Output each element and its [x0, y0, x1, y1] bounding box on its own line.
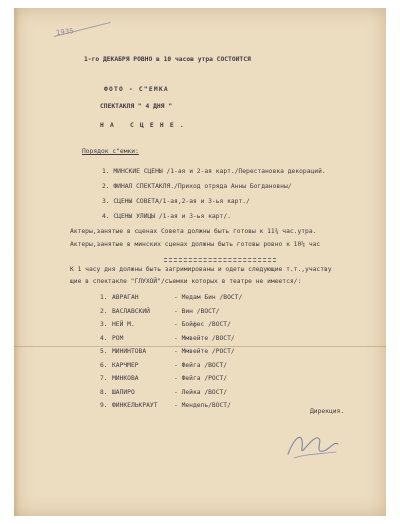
cast-number: 9. — [100, 402, 108, 409]
cast-number: 1. — [100, 294, 108, 301]
cast-actor-name: АВРАГАН — [112, 294, 139, 301]
paper-sheet — [14, 8, 386, 516]
cast-actor-name: ФИНКЕЛЬКРАУТ — [112, 402, 158, 409]
cast-role: - Лейка /ВОСТ/ — [174, 388, 228, 396]
title-line-2: СПЕКТАКЛЯ " 4 ДНЯ " — [100, 103, 173, 110]
title-line-3: Н А С Ц Е Н Е . — [100, 122, 185, 129]
cast-role: - Мендель/ВОСТ/ — [174, 402, 231, 409]
cast-role: - Медам Бин /ВОСТ/ — [174, 294, 243, 301]
cast-number: 3. — [100, 321, 108, 328]
order-item-3: 3. СЦЕНЫ СОВЕТА/1-ая,2-ая и 3-ья карт./ — [102, 198, 250, 205]
order-heading: Порядок с"емки: — [82, 148, 139, 155]
note-council: Актеры,занятые в сценах Совета должны быть готовы к 11¾ час.утра. — [70, 228, 317, 235]
cast-actor-name: ШАПИРО — [112, 388, 135, 396]
title-line-1: ФОТО - С"ЕМКА — [104, 86, 169, 93]
paper-fold-line — [14, 346, 386, 347]
signature-label: Дирекция. — [310, 408, 345, 415]
cast-role: - Бойфес /ВОСТ/ — [174, 321, 231, 328]
order-item-1: 1. МИНСКИЕ СЦЕНЫ /1-ая и 2-ая карт./Перестановка декораций. — [102, 168, 326, 175]
cast-actor-name: НЕЙ М. — [112, 321, 135, 328]
cast-actor-name: МИНКОВА — [112, 375, 139, 382]
cast-role: - Вин /ВОСТ/ — [174, 307, 220, 315]
order-item-2: 2. ФИНАЛ СПЕКТАКЛЯ./Приход отряда Анны Богдановны/ — [102, 183, 292, 190]
separator-line — [164, 258, 276, 262]
cast-actor-name: МИНИНТОВА — [112, 348, 147, 355]
cast-number: 2. — [100, 307, 108, 315]
cast-actor-name: РОМ — [112, 334, 124, 342]
header-line: 1-го ДЕКАБРЯ РОВНО в 10 часов утра СОСТОИТСЯ — [84, 56, 251, 63]
paper-edge-shading — [14, 8, 20, 516]
order-item-4: 4. СЦЕНЫ УЛИЦЫ /1-ая и 3-ья карт/. — [102, 213, 231, 220]
cast-actor-name: ВАСЛАВСКИЙ — [112, 307, 150, 315]
cast-number: 6. — [100, 361, 108, 369]
intro-line-2: щие в спектакле "ГЛУХОЙ"/съемки которых в театре не имеется/: — [70, 278, 302, 285]
cast-role: - Ммвейте /ВОСТ/ — [174, 334, 235, 342]
cast-actor-name: КАРЧМЕР — [112, 361, 139, 369]
cast-number: 7. — [100, 375, 108, 382]
cast-number: 4. — [100, 334, 108, 342]
cast-number: 5. — [100, 348, 108, 355]
cast-role: - Фейга /РОСТ/ — [174, 375, 228, 382]
cast-role: - Ммвейте /РОСТ/ — [174, 348, 235, 355]
cast-role: - Фейга /ВОСТ/ — [174, 361, 228, 369]
cast-number: 8. — [100, 388, 108, 396]
intro-line-1: К 1 часу дня должны быть загримированы и одеты следующие т.т.,участву — [70, 266, 332, 273]
note-minsk: Актеры,занятые в минских сценах должны быть готовы ровно к 10¼ час — [70, 241, 321, 248]
pencil-note: 1935 — [55, 27, 75, 37]
ink-signature — [282, 424, 342, 464]
